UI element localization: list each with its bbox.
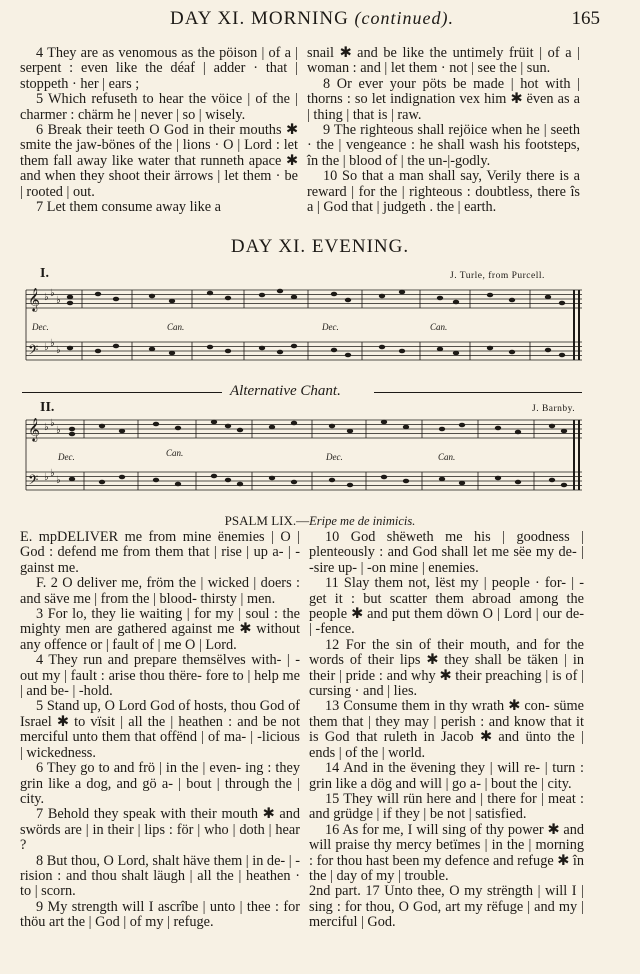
verse: 15 They will rün here and | there for | meat : and grüdge | if they | be not | satisfied. [309,790,584,823]
verse: 10 God shëweth me his | goodness | plenteously : and God shall let me sëe my de- | -sire up- | -on mine | enemies. [309,529,584,576]
verse: 13 Consume them in thy wrath ✱ con- süme them that | they may | perish : and know that it is God that ruleth in Jacob ✱ and ünto the | ends | of the | world. [309,698,584,761]
verse: 11 Slay them not, lëst my | people · for- | -get it : but scatter them abroad among the people ✱ and put them döwn O | Lord | our de- | -fence. [309,575,584,638]
verse: 14 And in the ëvening they | will re- | turn : grin like a dög and will | go a- | bout the | city. [309,760,584,792]
verse: 12 For the sin of their mouth, and for the words of their lips ✱ they shall be täken | in their | pride : and why ✱ their preaching | is of | cursing · and | lies. [309,636,584,700]
page-number: 165 [571,8,600,29]
chant-two-composer: J. Barnby. [532,404,576,414]
svg-text:♭: ♭ [56,425,61,436]
verse: 16 As for me, I will sing of thy power ✱ and will praise thy mercy betïmes | in the | morning : for thou hast been my defence and refuge ✱ în the | day of my | trouble. [309,821,584,884]
svg-text:𝄞: 𝄞 [28,287,40,311]
alternative-chant-label: Alternative Chant. [230,383,341,399]
verse: 4 They run and prepare themsëlves with- | -out my | fault : arise thou thëre- fore to | help me | and be- | -hold. [20,652,300,700]
chant-one-music [22,284,584,370]
svg-text:♭: ♭ [56,295,61,306]
svg-text:♭: ♭ [44,292,49,303]
psalm-latin-title: Eripe me de inimicis. [309,514,416,528]
svg-text:𝄞: 𝄞 [28,417,40,441]
verse: 10 So that a man shall say, Verily there is a reward | for the | righteous : doubtless, there îs a | God that | judgeth . the | earth. [307,168,580,216]
verse: 5 Stand up, O Lord God of hosts, thou God of Israel ✱ to vïsit | all the | heathen : and be not merciful unto them that offënd | of ma- | -licious | wickedness. [20,698,300,761]
voice-label: Dec. [322,322,339,332]
verse: 8 Or ever your pöts be made | hot with | thorns : so let indignation vex him ✱ ëven as a | thing | that is | raw. [307,75,580,123]
svg-text:𝄢: 𝄢 [28,342,39,361]
voice-label: Can. [167,322,185,332]
verse: 6 Break their teeth O God in their mouths ✱ smite the jaw-bönes of the | lions · O | Lord : let them fall away like water that runneth apace ✱ and when they shoot their ärrows | let them · be | rooted | out. [20,122,298,200]
svg-text:♭: ♭ [50,288,55,299]
svg-text:♭: ♭ [44,472,49,483]
morning-left-column [20,46,298,215]
voice-label: Dec. [58,452,75,462]
svg-text:♭: ♭ [44,422,49,433]
svg-text:𝄢: 𝄢 [28,472,39,491]
verse: 4 They are as venomous as the pöison | of a | serpent : even like the déaf | adder · that | stoppeth · her | ears ; [20,45,298,92]
running-head [60,8,600,34]
evening-left-column [20,530,300,931]
verse: snail ✱ and be like the untimely früit | of a | woman : and | let them · not | see the | sun. [307,45,580,77]
svg-text:♭: ♭ [44,342,49,353]
verse: 7 Let them consume away like a [36,199,222,216]
alternative-chant-heading [22,383,582,401]
running-head-continued: (continued). [354,8,455,28]
verse: 2nd part. 17 Unto thee, O my strëngth | will I | sing : for thou, O God, art my rëfuge | and my | merciful | God. [309,883,584,931]
svg-text:♭: ♭ [50,468,55,479]
voice-label: Can. [166,448,184,458]
running-head-title: DAY XI. MORNING (continued). [170,8,455,29]
verse: 7 Behold they speak with their mouth ✱ and swörds are | in their | lips : för | who | doth | hear ? [20,806,300,854]
morning-right-column [307,46,580,215]
verse: 6 They go to and frö | in the | even- ing : they grin like a dog, and gö a- | bout | through the | city. [20,760,300,807]
verse: E. mpDELIVER me from mine ënemies | O | God : defend me from them that | rise | up a- | -gainst me. [20,529,300,576]
chant-one-label: I. [40,266,49,281]
chant-two-label: II. [40,400,55,415]
verse: 9 The righteous shall rejöice when he | seeth · the | vengeance : he shall wash his footsteps, în the | blood of | the un-|-godly. [307,122,580,169]
psalm-heading: PSALM LIX.—Eripe me de inimicis. [224,513,416,528]
svg-text:♭: ♭ [56,345,61,356]
svg-text:♭: ♭ [50,418,55,429]
evening-title: DAY XI. EVENING. [230,236,410,257]
verse: 5 Which refuseth to hear the vöice | of the | charmer : chärm he | never | so | wisely. [20,91,298,123]
voice-label: Can. [430,322,448,332]
verse: 3 For lo, they lie waiting | for my | soul : the mighty men are gathered against me ✱ without any offence or | fault of | me O | Lord. [20,606,300,653]
voice-label: Dec. [32,322,49,332]
chant-two-music [22,414,584,500]
verse: 8 But thou, O Lord, shalt häve them | in de- | -rision : and thou shalt läugh | all the | heathen · to | scorn. [20,852,300,900]
verse: 9 My strength will I ascrîbe | unto | thee : for thöu art the | God | of my | refuge. [20,898,300,931]
evening-right-column [309,530,584,931]
verse: F. 2 O deliver me, fröm the | wicked | doers : and säve me | from the | blood- thirsty | men. [20,575,300,607]
svg-text:♭: ♭ [50,338,55,349]
chant-one-composer: J. Turle, from Purcell. [450,271,545,281]
voice-label: Can. [438,452,456,462]
svg-text:♭: ♭ [56,475,61,486]
voice-label: Dec. [326,452,343,462]
